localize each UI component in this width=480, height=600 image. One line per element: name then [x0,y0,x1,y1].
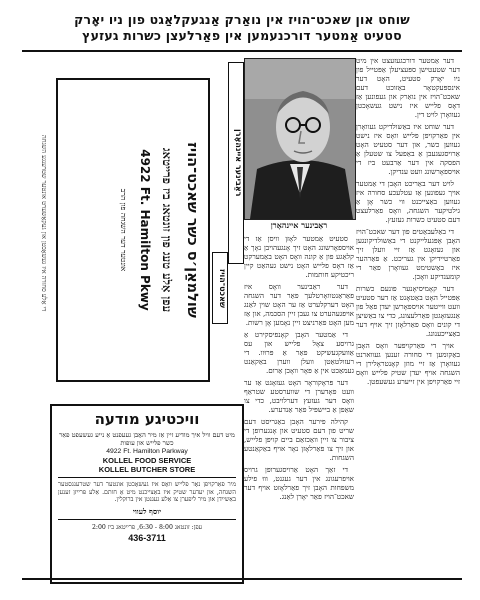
ad-note: אונטער דער השגחה פון הרב [119,188,128,272]
store-ad-address: 4922 Ft. Hamilton Parkway [106,448,188,455]
newspaper-page [22,12,462,582]
article-column-middle [244,234,354,576]
article-paragraph: דער שוחט איז באַשולדיקט געוואָרן אין פאַרקויפן פלייש וואָס איז נישט געווען כשר, און דער סטעיט האָט אַרויסגעגעבן אַ באַפעל צו שטעלן אַ הפסקה אין דער אַרבעט ביז די אויספאָרשונג וועט ענדיקן. [356,122,460,176]
store-ad-title: וויכטיגע מודעה [94,410,200,428]
store-ad-signature: יוסף לעווי [132,506,162,516]
headline-rule [22,50,462,52]
portrait-photo [244,58,356,220]
side-note: די אַלע סחורה איז געשאָכטן און געקאַשערט אונטער שטרענגע השגחה [40,134,48,312]
vertical-location-label: שאכט־הויז [212,252,228,324]
store-ad-body: מיר פאַרקויפן נאָר פלייש וואָס איז געשאָכטן אונטער דער שטרענגסטער השגחה, און יעדער שטיק איז באַצייכנט מיט אַ חותם. אַלע פּרייזן זענען באַשיידן און מיר ליפערן צו אַלע געגנטן אין ברוקלין. [58,481,236,504]
vertical-name-label: ראַבינער איינהאָרן [228,62,244,264]
rotated-advertisement [56,78,210,382]
store-advertisement [50,404,244,584]
article-column-right [356,56,460,576]
article-paragraph: די זאַך האָט אַרויסגערופן גרויס אויפרעגונג אין דער געגנט, וווּ פילע משפחות האָבן זיך פאַרלאָזט אויף דער שאכט־הויז פאַר יאָרן לאַנג. [244,465,354,501]
headline-line-2: סטעיט אַמטער דורכנעמען אין פאַרלעצן כשרות געזעץ [82,28,402,43]
store-ad-name-1: KOLLEL FOOD SERVICE [102,456,192,465]
store-ad-phone: 436-3711 [128,532,166,543]
article-paragraph: קהילה פירער האָבן באַגריסט דעם שריט פון דעם סטעיט און אָנגערופן די ציבור צו זיין וואַכזאַם ביים קויפן פלייש, און זיך צו פאַרלאָזן נאָר אויף באַקאַנטע השגחות. [244,417,354,462]
bottom-rule [22,578,462,580]
photo-caption: ראַבינער איינהאָרן [270,220,328,230]
article-paragraph: דער קאָמיסיאָנער פונעם כשרות אַפּטייל האָט באַטאָנט אַז דער סטעיט וועט ווייטער אויספאָרשן יעדן פאַל פון אַנגעזאָגטן פאַרלעצונג, כדי צו באַשיצן די קונים וואָס פאַרלאָזן זיך אויף דער באַצייכענונג. [356,284,460,338]
headline-line-1: שוחט און שאכט־הויז אין נואַרק אַנגעקלאַגט פון ניו יאָרק [74,12,410,27]
portrait-image [245,59,355,219]
article-paragraph: די אַמטער האָבן קאָנפיסקירט אַ גרויסע צאָל פלייש און עס אַוועקגעשיקט פאַר אַ פּרוּוו. די רעזולטאַטן וועלן ווערן באַקאַנט געמאַכט אין אַ פּאָר וואָכן אַרום. [244,330,354,375]
article-paragraph: דער ראַבינער וואָס איז פאַראַנטוואָרטלעך פאַר דער השגחה האָט דערקלערט אַז ער האָט שוין לאַנג אויפגעהערט צו געבן זיין הסכמה, און אַז מען האָט פאַרניצט זיין נאָמען אָן רשות. [244,282,354,327]
store-ad-name-2: KOLLEL BUTCHER STORE [98,465,196,474]
article-paragraph: סטעיט אַמטער לאָזן וויסן אַז די אויספאָרשונג האָט זיך אָנגעהויבן נאָך אַ קלאַגע פון אַ קונה וואָס האָט באַמערקט אַז דאָס פלייש האָט נישט געהאַט קיין ריכטיקע חותמות. [244,234,354,279]
article-paragraph: דער פּראָקוראָר האָט געזאָגט אַז ער וועט פאָדערן די שווערסטע שטראַף וואָס דער געזעץ דערלויבט, כדי צו שאַפן אַ ביישפּיל פאַר אַנדערע. [244,378,354,414]
rotated-ad-content [58,80,208,380]
article-paragraph: דער אַמטער דורכגעזעצט אין מיט דער שטעטישן ספּעציעלן אַפּטייל פון ניו יאָרק סטעיט, האָט דער אינספּעקטאָר באַזוכט דעם שאכט־הויז אין נואַרק און געפונען אַז דאָס פלייש איז נישט געשאָכטן געוואָרן לויט דין. [356,56,460,119]
store-ad-hours: עפן: זונטאג 8:00 - 6:30, פרייטאג ביז 2:00 [91,523,203,531]
ad-subline: עפן אַלע טעג פון זונטאג ביז פרייטאג [160,147,174,313]
article-paragraph: אויך די פאַרקויפער וואָס האָבן באַקומען די סחורה זענען געווארנט געוואָרן אַז זיי מוזן קאָנטראָלירן די השגחה אויף יעדן שטיק פלייש וואָס זיי פאַרקויפן אין זייערע געשעפטן. [356,341,460,386]
ad-address: 4922 Ft. Hamilton Pkwy [138,149,152,311]
store-ad-divider [58,519,236,520]
ad-headline: שולמאַן׳ס כשר שאכט־הויז [184,142,200,318]
article-paragraph: די באַלעבאַטים פון דער שאכט־הויז האָבן אָפּגעלייקנט די באַשולדיקונגען און געזאָגט אַז זיי וועלן זיך פאַרטיידיקן אין געריכט. אַ פאַרהער איז באַשטימט געוואָרן פאַר די קומענדיקע וואָכן. [356,227,460,281]
store-ad-divider [58,477,236,478]
headline [22,12,462,50]
store-ad-subtitle: מיט דעם וויל איך מודיע זיין אַז מיר האָבן געעפנט אַ נייע געשעפט פאַר כשר פלייש און עופות [59,431,235,447]
article-paragraph: לויט דער באַריכט האָבן די אַמטער אויך געפונען אַז עטלעכע סחורה איז געווען באַצייכנט ווי כשר אָן אַ גילטיקער השגחה, וואָס פאַרלעצט דעם סטעיט כשרות געזעץ. [356,179,460,224]
